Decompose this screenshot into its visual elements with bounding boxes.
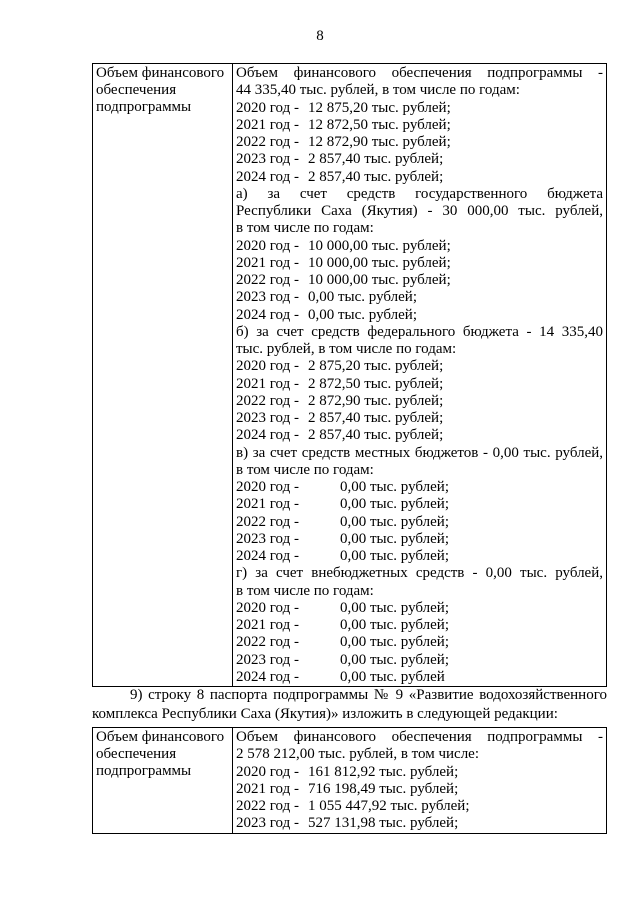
year-amount-line xyxy=(236,479,603,496)
year-amount-line xyxy=(236,255,603,272)
year-amount-line xyxy=(236,100,603,117)
year-amount-line xyxy=(236,376,603,393)
year-label: 2022 год - xyxy=(236,392,299,409)
year-label: 2021 год - xyxy=(236,617,299,633)
year-amount-line xyxy=(236,514,603,531)
year-amount-line xyxy=(236,272,603,289)
amount-value: 0,00 тыс. рублей; xyxy=(340,496,449,513)
amount-value: 2 872,50 тыс. рублей; xyxy=(308,375,444,392)
year-amount-line xyxy=(236,134,603,151)
amount-value: 2 875,20 тыс. рублей; xyxy=(308,358,444,375)
amount-value: 0,00 тыс. рублей; xyxy=(340,479,449,495)
text-line: г) за счет внебюджетных средств - 0,00 тыс. рублей, xyxy=(236,565,603,582)
year-label: 2024 год - xyxy=(236,427,299,444)
year-label: 2021 год - xyxy=(236,254,299,271)
text-line: а) за счет средств государственного бюджета xyxy=(236,185,603,202)
year-label: 2024 год - xyxy=(236,306,299,323)
label-line: подпрограммы xyxy=(96,763,192,780)
year-amount-line xyxy=(236,764,603,781)
page-number: 8 xyxy=(316,28,324,44)
year-label: 2021 год - xyxy=(236,780,299,797)
text-line: Объем финансового обеспечения подпрограммы - xyxy=(236,65,603,81)
amount-value: 2 872,90 тыс. рублей; xyxy=(308,392,444,409)
amount-value: 0,00 тыс. рублей; xyxy=(340,530,449,547)
label-line: Объем финансового xyxy=(96,65,225,81)
amount-value: 716 198,49 тыс. рублей; xyxy=(308,780,459,797)
year-label: 2020 год - xyxy=(236,237,299,254)
amount-value: 0,00 тыс. рублей; xyxy=(308,289,417,306)
amount-value: 2 857,40 тыс. рублей; xyxy=(308,427,444,444)
year-label: 2022 год - xyxy=(236,798,299,814)
year-label: 2021 год - xyxy=(236,496,299,513)
amount-value: 2 857,40 тыс. рублей; xyxy=(308,168,444,185)
year-label: 2021 год - xyxy=(236,375,299,392)
text-line: в том числе по годам: xyxy=(236,461,374,478)
year-label: 2022 год - xyxy=(236,513,299,530)
amount-value: 0,00 тыс. рублей; xyxy=(340,548,449,564)
year-label: 2022 год - xyxy=(236,634,299,651)
year-amount-line xyxy=(236,652,603,669)
amount-value: 161 812,92 тыс. рублей; xyxy=(308,763,459,780)
year-label: 2024 год - xyxy=(236,548,299,564)
amount-value: 10 000,00 тыс. рублей; xyxy=(308,272,451,288)
amount-value: 0,00 тыс. рублей; xyxy=(308,306,417,323)
text-line: 44 335,40 тыс. рублей, в том числе по годам: xyxy=(236,82,520,99)
content-cell xyxy=(233,64,607,687)
amount-value: 12 872,90 тыс. рублей; xyxy=(308,134,451,150)
year-amount-line xyxy=(236,669,603,686)
text-line: б) за счет средств федерального бюджета - 14 335,40 xyxy=(236,323,603,340)
amount-value: 0,00 тыс. рублей; xyxy=(340,617,449,633)
label-line: подпрограммы xyxy=(96,99,192,116)
year-amount-line xyxy=(236,496,603,513)
year-label: 2023 год - xyxy=(236,151,299,168)
text-line: тыс. рублей, в том числе по годам: xyxy=(236,341,457,357)
label-line: обеспечения xyxy=(96,746,177,763)
amount-value: 10 000,00 тыс. рублей; xyxy=(308,237,451,254)
amount-value: 2 857,40 тыс. рублей; xyxy=(308,151,444,168)
year-amount-line xyxy=(236,238,603,255)
year-label: 2020 год - xyxy=(236,763,299,780)
year-amount-line xyxy=(236,548,603,565)
year-label: 2020 год - xyxy=(236,99,299,116)
year-amount-line xyxy=(236,307,603,324)
amount-value: 12 872,50 тыс. рублей; xyxy=(308,116,451,133)
text-line: в) за счет средств местных бюджетов - 0,00 тыс. рублей, xyxy=(236,444,603,461)
year-amount-line xyxy=(236,815,603,832)
amount-value: 527 131,98 тыс. рублей; xyxy=(308,815,459,832)
year-amount-line xyxy=(236,600,603,617)
label-line: обеспечения xyxy=(96,82,177,99)
year-amount-line xyxy=(236,393,603,410)
instruction-line: комплекса Республики Саха (Якутия)» изложить в следующей редакции: xyxy=(92,706,558,722)
year-amount-line xyxy=(236,117,603,134)
amount-value: 1 055 447,92 тыс. рублей; xyxy=(308,798,470,814)
year-label: 2023 год - xyxy=(236,815,299,832)
year-amount-line xyxy=(236,169,603,186)
year-amount-line xyxy=(236,798,603,815)
year-label: 2023 год - xyxy=(236,410,299,426)
year-amount-line xyxy=(236,427,603,444)
label-line: Объем финансового xyxy=(96,729,225,745)
amount-value: 10 000,00 тыс. рублей; xyxy=(308,254,451,271)
text-line: Республики Саха (Якутия) - 30 000,00 тыс. рублей, xyxy=(236,203,603,219)
year-label: 2024 год - xyxy=(236,168,299,185)
text-line: Объем финансового обеспечения подпрограммы - xyxy=(236,729,603,745)
text-line: в том числе по годам: xyxy=(236,582,374,599)
year-amount-line xyxy=(236,781,603,798)
amount-value: 0,00 тыс. рублей; xyxy=(340,513,449,530)
amount-value: 0,00 тыс. рублей; xyxy=(340,651,449,668)
financing-table-water-complex xyxy=(92,727,607,834)
year-amount-line xyxy=(236,410,603,427)
year-amount-line xyxy=(236,289,603,306)
year-label: 2024 год - xyxy=(236,668,299,685)
label-cell xyxy=(93,728,233,834)
instruction-line: 9) строку 8 паспорта подпрограммы № 9 «Развитие водохозяйственного xyxy=(130,687,607,703)
year-label: 2020 год - xyxy=(236,479,299,495)
amount-value: 2 857,40 тыс. рублей; xyxy=(308,410,444,426)
year-amount-line xyxy=(236,617,603,634)
year-amount-line xyxy=(236,358,603,375)
year-label: 2020 год - xyxy=(236,358,299,375)
table-row xyxy=(93,728,607,834)
year-label: 2022 год - xyxy=(236,134,299,150)
year-amount-line xyxy=(236,151,603,168)
amount-value: 12 875,20 тыс. рублей; xyxy=(308,99,451,116)
year-label: 2023 год - xyxy=(236,651,299,668)
table-row xyxy=(93,64,607,687)
year-amount-line xyxy=(236,634,603,651)
year-label: 2020 год - xyxy=(236,599,299,616)
year-amount-line xyxy=(236,531,603,548)
label-cell xyxy=(93,64,233,687)
instruction-paragraph xyxy=(92,686,607,724)
year-label: 2021 год - xyxy=(236,116,299,133)
text-line: 2 578 212,00 тыс. рублей, в том числе: xyxy=(236,746,480,763)
text-line: в том числе по годам: xyxy=(236,220,374,237)
content-cell xyxy=(233,728,607,834)
amount-value: 0,00 тыс. рублей xyxy=(340,668,445,685)
amount-value: 0,00 тыс. рублей; xyxy=(340,634,449,651)
year-label: 2023 год - xyxy=(236,289,299,306)
amount-value: 0,00 тыс. рублей; xyxy=(340,599,449,616)
financing-table-subprogram xyxy=(92,63,607,687)
year-label: 2022 год - xyxy=(236,272,299,288)
year-label: 2023 год - xyxy=(236,530,299,547)
